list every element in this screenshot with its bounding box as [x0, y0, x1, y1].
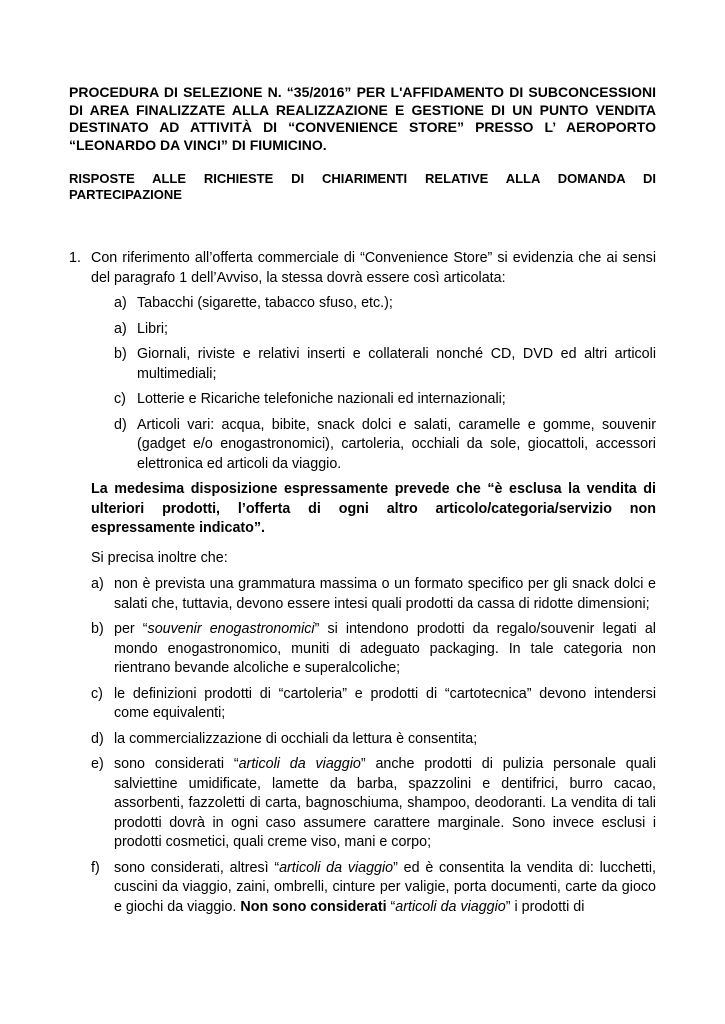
list-item [91, 620, 656, 679]
list-marker: e) [91, 756, 104, 772]
text-span: ” i prodotti di [505, 898, 585, 915]
list-item [114, 320, 656, 340]
list-text: Lotterie e Ricariche telefoniche nazionali ed internazionali; [137, 391, 506, 407]
list-marker: a) [114, 320, 127, 337]
document-title: PROCEDURA DI SELEZIONE N. “35/2016” PER L'AFFIDAMENTO DI SUBCONCESSIONI DI AREA FINALIZZATE ALLA REALIZZAZIONE E GESTIONE DI UN PUNTO VENDITA DESTINATO AD ATTIVITÀ DI “CONVENIENCE STORE” PRESSO L’ AEROPORTO “LEONARDO DA VINCI” DI FIUMICINO. [69, 84, 656, 153]
list-marker: d) [91, 730, 104, 747]
list-marker: a) [91, 576, 104, 592]
clarifications-list [91, 575, 656, 917]
list-item [91, 755, 656, 853]
list-marker: d) [114, 416, 127, 433]
italic-term: articoli da viaggio [279, 859, 394, 876]
text-span: sono considerati “ [114, 756, 239, 772]
list-item [91, 730, 656, 750]
bold-paragraph: La medesima disposizione espressamente prevede che “è esclusa la vendita di ulteriori prodotti, l’offerta di ogni altro articolo/categoria/servizio non espressamente indicato”. [91, 481, 656, 536]
list-item [114, 294, 656, 314]
list-item [91, 859, 656, 918]
list-marker: b) [91, 621, 104, 637]
text-span: ” ed è consentita la vendita di: lucchetti, cuscini da viaggio, zaini, ombrelli, cinture per valigie, porta documenti, carte da gioco e giochi da viaggio. [114, 859, 656, 915]
list-item [91, 685, 656, 724]
document-subtitle: RISPOSTE ALLE RICHIESTE DI CHIARIMENTI RELATIVE ALLA DOMANDA DI PARTECIPAZIONE [69, 171, 656, 202]
text-span: “ [386, 898, 396, 915]
list-marker: c) [91, 685, 103, 702]
intro-paragraph: Si precisa inoltre che: [91, 549, 228, 566]
item-text: Con riferimento all’offerta commerciale di “Convenience Store” si evidenzia che ai sensi del paragrafo 1 dell’Avviso, la stessa dovrà essere così articolata: [91, 250, 656, 286]
item-marker: 1. [69, 250, 81, 266]
list-text: le definizioni prodotti di “cartoleria” e prodotti di “cartotecnica” devono intendersi come equivalenti; [114, 685, 656, 721]
list-item [114, 416, 656, 475]
text-span: ” anche prodotti di pulizia personale quali salviettine umidificate, lamette da barba, spazzolini e dentifrici, burro cacao, assorbenti, fazzoletti di carta, bagnoschiuma, shampoo, deodoranti. La vendita di tali prodotti dovrà in ogni caso assumere carattere marginale. Sono invece esclusi i prodotti cosmetici, quali creme viso, mani e corpo; [114, 756, 656, 850]
numbered-item-1 [69, 249, 656, 288]
list-item [114, 390, 656, 410]
italic-term: souvenir enogastronomici [147, 621, 315, 637]
list-item [114, 345, 656, 384]
list-marker: c) [114, 391, 126, 407]
list-marker: b) [114, 346, 127, 362]
list-text: Tabacchi (sigarette, tabacco sfuso, etc.); [137, 295, 393, 311]
list-marker: f) [91, 859, 100, 876]
italic-term: articoli da viaggio [395, 898, 506, 915]
product-category-list [91, 294, 656, 474]
list-text [114, 620, 656, 679]
list-text: Libri; [137, 320, 168, 337]
list-text [114, 859, 656, 918]
list-marker: a) [114, 295, 127, 311]
list-text [114, 755, 656, 853]
text-span: ” si intendono prodotti da regalo/souvenir legati al mondo enogastronomico, muniti di adeguato packaging. In tale categoria non rientrano bevande alcoliche e superalcoliche; [114, 621, 656, 676]
italic-term: articoli da viaggio [238, 756, 361, 772]
list-text: Giornali, riviste e relativi inserti e collaterali nonché CD, DVD ed altri articoli multimediali; [137, 346, 656, 382]
list-text: non è prevista una grammatura massima o un formato specifico per gli snack dolci e salati che, tuttavia, devono essere intesi quali prodotti da cassa di ridotte dimensioni; [114, 576, 656, 612]
document-body [69, 249, 656, 917]
list-text: la commercializzazione di occhiali da lettura è consentita; [114, 730, 478, 747]
list-text: Articoli vari: acqua, bibite, snack dolci e salati, caramelle e gomme, souvenir (gadget e/o enogastronomici), cartoleria, occhiali da sole, giocattoli, accessori elettronica ed articoli da viaggio. [137, 416, 656, 472]
text-span: sono considerati, altresì “ [114, 859, 280, 876]
bold-term: Non sono considerati [240, 898, 387, 915]
text-span: per “ [114, 621, 148, 637]
list-item [91, 575, 656, 614]
item-1-content [91, 294, 656, 917]
